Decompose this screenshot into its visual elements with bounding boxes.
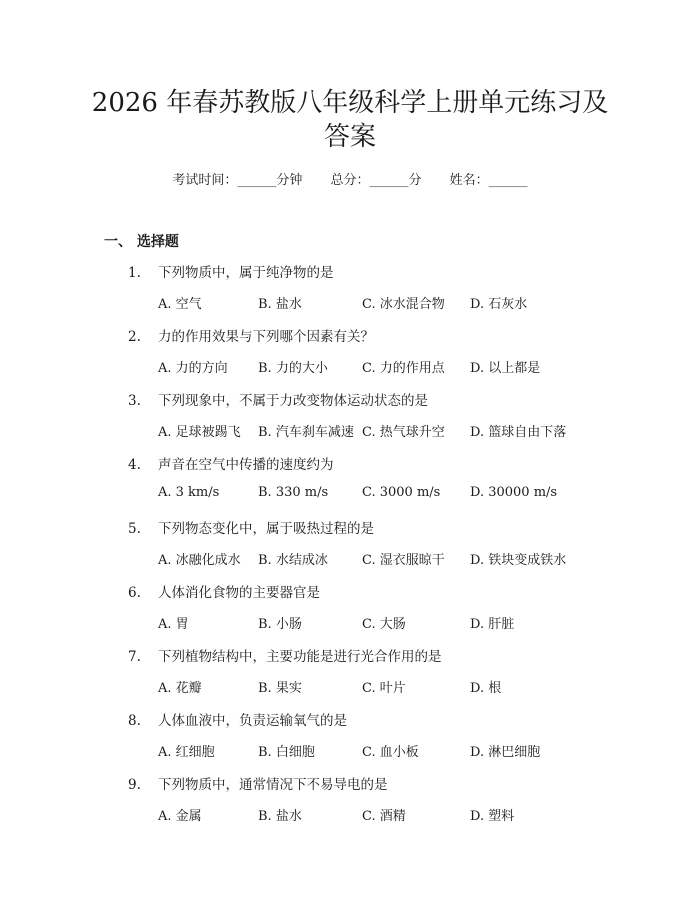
answer-option: D. 铁块变成铁水 xyxy=(470,553,567,568)
answer-option: D. 石灰水 xyxy=(470,297,528,312)
answer-option: B. 白细胞 xyxy=(258,745,315,760)
question-text: 声音在空气中传播的速度约为 xyxy=(158,457,334,473)
answer-option: C. 3000 m/s xyxy=(362,485,441,500)
question-number: 1. xyxy=(128,265,141,281)
question-stem xyxy=(128,325,374,345)
answer-option: A. 3 km/s xyxy=(158,485,220,500)
answer-option: D. 篮球自由下落 xyxy=(470,425,567,440)
answer-option: A. 金属 xyxy=(158,809,202,824)
question-text: 下列植物结构中，主要功能是进行光合作用的是 xyxy=(158,649,442,665)
answer-option: D. 以上都是 xyxy=(470,361,541,376)
question-number: 3. xyxy=(128,393,141,409)
answer-option: C. 力的作用点 xyxy=(362,361,445,376)
total-score-field: 总分：______分 xyxy=(330,173,422,188)
question-number: 4. xyxy=(128,457,141,473)
answer-option: C. 冰水混合物 xyxy=(362,297,445,312)
answer-option: D. 塑料 xyxy=(470,809,515,824)
question-text: 人体血液中，负责运输氧气的是 xyxy=(158,713,347,729)
question-number: 2. xyxy=(128,329,141,345)
answer-option: D. 淋巴细胞 xyxy=(470,745,541,760)
answer-option: B. 汽车刹车减速 xyxy=(258,425,354,440)
question-stem xyxy=(128,517,374,537)
answer-option: B. 盐水 xyxy=(258,297,302,312)
answer-option: C. 血小板 xyxy=(362,745,419,760)
question-stem xyxy=(128,645,442,665)
question-stem xyxy=(128,581,320,601)
question-stem xyxy=(128,453,334,473)
exam-time-field: 考试时间：______分钟 xyxy=(172,173,303,188)
answer-option: C. 热气球升空 xyxy=(362,425,445,440)
question-stem xyxy=(128,261,334,281)
question-number: 5. xyxy=(128,521,141,537)
answer-option: B. 水结成冰 xyxy=(258,553,328,568)
answer-option: D. 30000 m/s xyxy=(470,485,558,500)
question-stem xyxy=(128,773,388,793)
answer-option: A. 空气 xyxy=(158,297,202,312)
question-number: 8. xyxy=(128,713,141,729)
exam-meta xyxy=(0,169,700,188)
answer-option: C. 大肠 xyxy=(362,617,406,632)
answer-option: C. 酒精 xyxy=(362,809,406,824)
section-heading: 一、 选择题 xyxy=(104,234,179,250)
answer-option: B. 盐水 xyxy=(258,809,302,824)
page-title-line2: 答案 xyxy=(323,122,376,152)
answer-option: A. 胃 xyxy=(158,617,189,632)
question-number: 7. xyxy=(128,649,141,665)
question-stem xyxy=(128,709,347,729)
page-title-line1: 2026 年春苏教版八年级科学上册单元练习及 xyxy=(91,88,609,118)
answer-option: C. 湿衣服晾干 xyxy=(362,553,445,568)
question-number: 6. xyxy=(128,585,141,601)
question-text: 力的作用效果与下列哪个因素有关？ xyxy=(158,329,374,345)
question-text: 下列现象中，不属于力改变物体运动状态的是 xyxy=(158,393,428,409)
question-number: 9. xyxy=(128,777,141,793)
question-text: 下列物质中，属于纯净物的是 xyxy=(158,265,334,281)
question-text: 下列物质中，通常情况下不易导电的是 xyxy=(158,777,388,793)
answer-option: B. 小肠 xyxy=(258,617,302,632)
question-stem xyxy=(128,389,428,409)
answer-option: C. 叶片 xyxy=(362,681,406,696)
answer-option: A. 力的方向 xyxy=(158,361,228,376)
answer-option: B. 330 m/s xyxy=(258,485,329,500)
answer-option: B. 力的大小 xyxy=(258,361,328,376)
answer-option: A. 红细胞 xyxy=(158,745,215,760)
answer-option: D. 肝脏 xyxy=(470,617,515,632)
question-text: 下列物态变化中，属于吸热过程的是 xyxy=(158,521,374,537)
student-name-field: 姓名：______ xyxy=(449,173,528,188)
answer-option: A. 足球被踢飞 xyxy=(158,425,241,440)
answer-option: D. 根 xyxy=(470,681,502,696)
answer-option: B. 果实 xyxy=(258,681,302,696)
answer-option: A. 花瓣 xyxy=(158,681,202,696)
question-text: 人体消化食物的主要器官是 xyxy=(158,585,320,601)
answer-option: A. 冰融化成水 xyxy=(158,553,241,568)
